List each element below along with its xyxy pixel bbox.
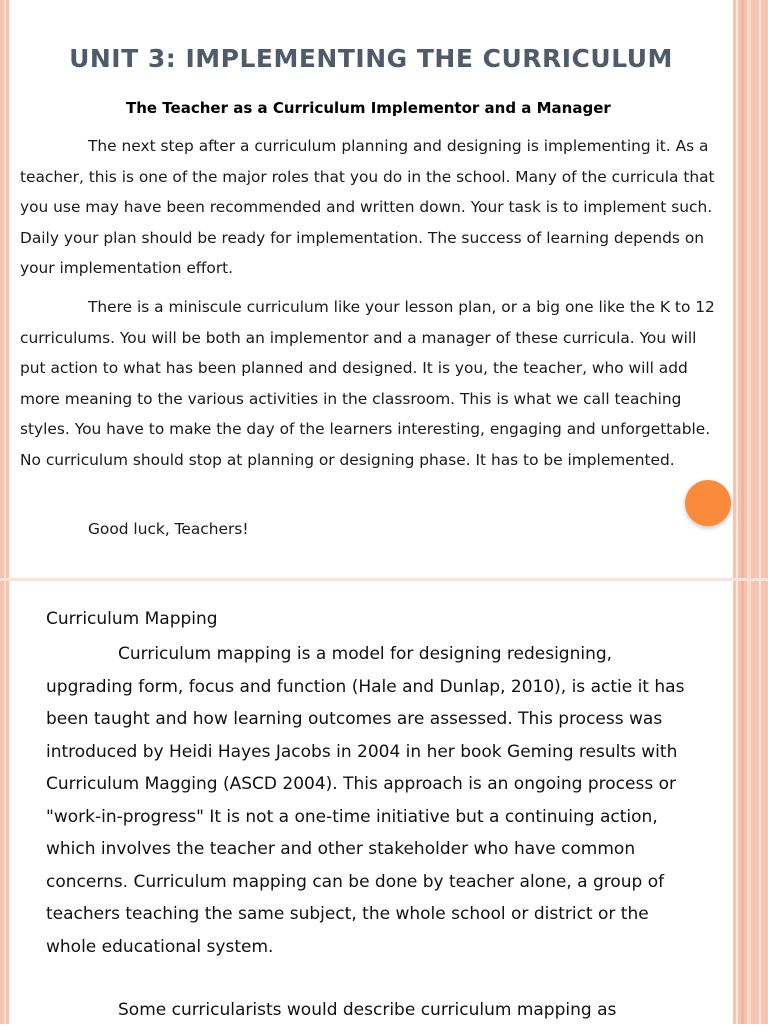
right-decorative-border (733, 0, 768, 1024)
section-heading: Curriculum Mapping (46, 609, 218, 629)
section-paragraph-2-text: Some curricularists would describe curriculum mapping as (118, 1000, 617, 1020)
section-paragraph-1 (46, 638, 686, 963)
left-decorative-border (0, 0, 9, 1024)
body-paragraph-1 (20, 131, 722, 284)
body-paragraph-1-text: The next step after a curriculum planning and designing is implementing it. As a teacher, this is one of the major roles that you do in the school. Many of the curricula that you use may have been recommended and written down. Your task is to implement such. Daily your plan should be ready for implementation. The success of learning depends on your implementation effort. (20, 137, 715, 278)
orange-circle-icon (685, 480, 731, 526)
slide-subtitle: The Teacher as a Curriculum Implementor and a Manager (126, 99, 611, 117)
slide-title: UNIT 3: IMPLEMENTING THE CURRICULUM (69, 44, 673, 73)
section-paragraph-2 (46, 994, 686, 1027)
body-paragraph-2 (20, 292, 722, 476)
slide-divider (0, 578, 768, 581)
body-paragraph-3 (20, 514, 722, 545)
body-paragraph-3-text: Good luck, Teachers! (88, 520, 249, 538)
body-paragraph-2-text: There is a miniscule curriculum like your lesson plan, or a big one like the K to 12 curriculums. You will be both an implementor and a manager of these curricula. You will put action to what has been planned and designed. It is you, the teacher, who will add more meaning to the various activities in the classroom. This is what we call teaching styles. You have to make the day of the learners interesting, engaging and unforgettable. No curriculum should stop at planning or designing phase. It has to be implemented. (20, 298, 715, 469)
section-paragraph-1-text: Curriculum mapping is a model for designing redesigning, upgrading form, focus and function (Hale and Dunlap, 2010), is actie it has been taught and how learning outcomes are assessed. This process was introduced by Heidi Hayes Jacobs in 2004 in her book Geming results with Curriculum Magging (ASCD 2004). This approach is an ongoing process or "work-in-progress" It is not a one-time initiative but a continuing action, which involves the teacher and other stakeholder who have common concerns. Curriculum mapping can be done by teacher alone, a group of teachers teaching the same subject, the whole school or district or the whole educational system. (46, 644, 685, 957)
